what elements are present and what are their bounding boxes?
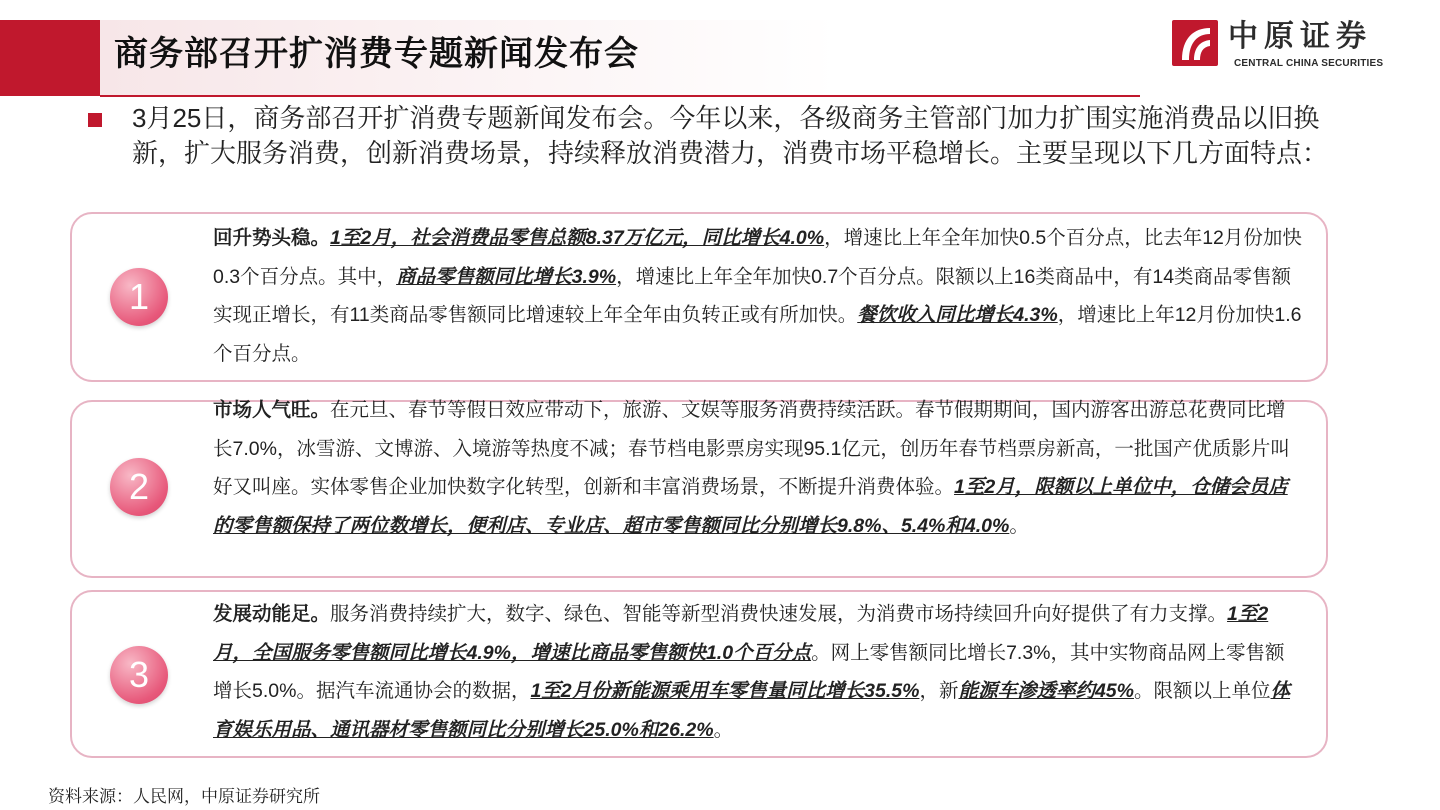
highlight-text: 体育娱乐用品、通讯器材零售额同比分别增长25.0%和26.2%	[213, 680, 1291, 741]
body-text: ，增速比上年12月份加快1.6个百分点。	[213, 304, 1302, 365]
intro-paragraph: 3月25日，商务部召开扩消费专题新闻发布会。今年以来，各级商务主管部门加力扩围实施消费品以旧换新，扩大服务消费，创新消费场景，持续释放消费潜力，消费市场平稳增长。主要呈现以下几方面特点：	[132, 103, 1329, 168]
lead-heading: 市场人气旺。	[213, 399, 331, 421]
logo	[1172, 20, 1412, 76]
highlight-text: 1至2月份新能源乘用车零售量同比增长35.5%	[530, 680, 920, 702]
card-3-text	[213, 595, 1303, 749]
body-text: 在元旦、春节等假日效应带动下，旅游、文娱等服务消费持续活跃。春节假期期间，国内游客出游总花费同比增长7.0%，冰雪游、文博游、入境游等热度不减；春节档电影票房实现95.1亿元，创历年春节档票房新高，一批国产优质影片叫好又叫座。实体零售企业加快数字化转型，创新和丰富消费场景，不断提升消费体验。	[213, 399, 1290, 498]
logo-english-name: CENTRAL CHINA SECURITIES	[1234, 58, 1384, 69]
logo-mark-icon	[1172, 20, 1218, 66]
logo-chinese-name: 中原证券	[1228, 19, 1372, 54]
highlight-text: 1至2月，限额以上单位中，仓储会员店的零售额保持了两位数增长，便利店、专业店、超市零售额同比分别增长9.8%、5.4%和4.0%	[213, 476, 1288, 537]
number-label: 3	[128, 654, 150, 695]
highlight-text: 能源车渗透率约45%	[958, 680, 1134, 702]
body-text: ，增速比上年全年加快0.7个百分点。限额以上16类商品中，有14类商品零售额实现正增长，有11类商品零售额同比增速较上年全年由负转正或有所加快。	[213, 265, 1292, 326]
lead-heading: 回升势头稳。	[213, 227, 331, 249]
body-text: 。限额以上单位	[1133, 680, 1271, 702]
bullet-square-icon	[88, 113, 102, 127]
number-label: 2	[128, 466, 150, 507]
body-text: 服务消费持续扩大，数字、绿色、智能等新型消费快速发展，为消费市场持续回升向好提供了有力支撑。	[330, 603, 1228, 625]
body-text: ，增速比上年全年加快0.5个百分点，比去年12月份加快0.3个百分点。其中，	[213, 227, 1302, 288]
highlight-text: 1至2月，全国服务零售额同比增长4.9%，增速比商品零售额快1.0个百分点	[213, 603, 1269, 664]
body-text: 。	[1009, 514, 1029, 537]
body-text: 。	[713, 718, 734, 741]
header	[0, 0, 1440, 96]
header-divider	[100, 95, 1140, 97]
source-note: 资料来源：人民网，中原证券研究所	[48, 787, 320, 806]
card-2-text	[213, 391, 1303, 545]
page-title: 商务部召开扩消费专题新闻发布会	[114, 35, 639, 73]
body-text: ，新	[919, 680, 959, 702]
highlight-text: 餐饮收入同比增长4.3%	[857, 304, 1058, 326]
number-circle-2	[110, 458, 168, 516]
highlight-text: 1至2月，社会消费品零售总额8.37万亿元，同比增长4.0%	[330, 227, 825, 249]
number-label: 1	[128, 276, 150, 317]
highlight-text: 商品零售额同比增长3.9%	[396, 265, 617, 288]
header-accent-block	[0, 20, 100, 96]
body-text: 。网上零售额同比增长7.3%，其中实物商品网上零售额增长5.0%。据汽车流通协会的数据，	[213, 641, 1285, 702]
lead-heading: 发展动能足。	[213, 603, 331, 625]
number-circle-3	[110, 646, 168, 704]
card-1-text	[213, 219, 1303, 373]
number-circle-1	[110, 268, 168, 326]
